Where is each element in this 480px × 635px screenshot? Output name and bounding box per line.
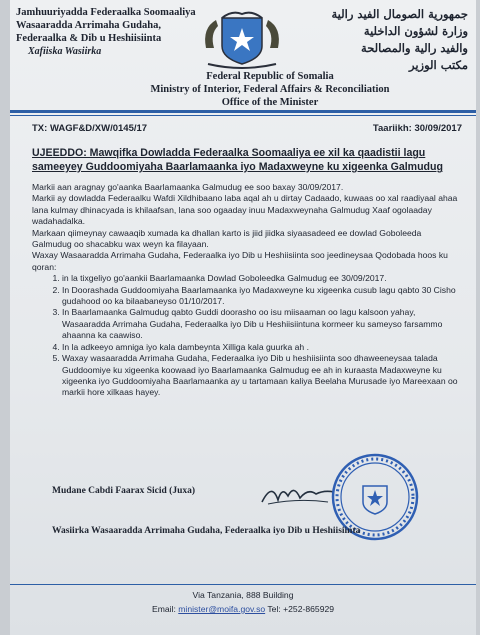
- reference-line: [32, 123, 462, 137]
- list-item: 3. In Baarlamaanka Galmudug qabto Guddi doorasho oo isu miisaaman oo lagu kalsoon yahay, Wasaaradda Arrimaha Gudaha, Federaalka iyo Dib u Heshiisiintuna kormeer ku sameyso farsammo ahaanna ka caawiso.: [62, 307, 462, 341]
- header-office-label: Xafiiska Wasiirka: [28, 46, 102, 57]
- letter-body: [32, 146, 462, 399]
- footer-email-label: Email:: [151, 604, 176, 614]
- header-english: [120, 70, 420, 109]
- body-paragraph: Waxay Wasaaradda Arrimaha Gudaha, Federaalka iyo Dib u Heshiisiinta soo jeedineysaa Qodobada hoos ku qoran:: [32, 250, 448, 272]
- list-item: 4. In la adkeeyo amniga iyo kala dambeynta Xilliga kala guurka ah .: [62, 342, 462, 353]
- footer-address: Via Tanzania, 888 Building: [192, 590, 294, 600]
- header-english-line: Office of the Minister: [221, 97, 319, 108]
- reference-number: TX: WAGF&D/XW/0145/17: [32, 123, 148, 134]
- header-arabic-line: جمهورية الصومال الفيد رالية: [331, 7, 468, 21]
- header-divider: [10, 110, 476, 113]
- points-list: [32, 273, 462, 398]
- body-paragraph: Markii aan aragnay go'aanka Baarlamaanka Galmudug ee soo baxay 30/09/2017.: [32, 182, 344, 192]
- list-item: 2. In Doorashada Guddoomiyaha Baarlamaanka iyo Madaxweyne ku xigeenka cusub lagu qabto 30 Cisho gudahood oo ka bilaabaneyso 01/10/2017.: [62, 285, 462, 308]
- list-item: 5. Waxay wasaaradda Arrimaha Gudaha, Federaalka iyo Dib u heshiisiinta soo dhaweeneysaa talada Guddoomiye ku xigeenka koowaad iyo Baarlamaanka Galmudug ee ah in kuraasta Madaxweyne ku xigeenka iyo Guddoomiyaha Baarlamaanka ay u tartamaan kaliya Beelaha Murusade iyo Mareexaan oo markii hore xilkaas hayey.: [62, 353, 462, 399]
- footer-divider: [10, 584, 476, 585]
- header-somali-line: Federaalka & Dib u Heshiisiinta: [16, 33, 162, 44]
- body-paragraph: Markii ay dowladda Federaalku Wafdi Xildhibaano laba aqal ah u dirtay Cadaado, kuwaas oo xal raadiyaal ahaa lana kulmay dhinacyada is khilaafsan, lana soo ogaaday inuu Madaxweynaha Galmudug Xaaf ogolaaday wadahadalka.: [32, 193, 458, 227]
- coat-of-arms-icon: [196, 8, 288, 72]
- body-paragraph: Markaan qiimeynay cawaaqib xumada ka dhallan karto is jiid jiidka siyaasadeed ee dowlad Goboleeda Galmudug oo shacabku wax weyn ka filayaan.: [32, 227, 422, 250]
- header-english-line: Federal Republic of Somalia: [206, 71, 334, 82]
- footer-email-link[interactable]: minister@moifa.gov.so: [178, 604, 266, 614]
- header-somali-line: Jamhuuriyadda Federaalka Soomaaliya: [16, 7, 196, 18]
- footer-contact: [10, 604, 476, 614]
- signatory-name: Mudane Cabdi Faarax Sicid (Juxa): [52, 486, 196, 496]
- header-arabic-line: والفيد رالية والمصالحة: [361, 41, 468, 55]
- signatory-title: Wasiirka Wasaaradda Arrimaha Gudaha, Federaalka iyo Dib u Heshiisiinta: [52, 526, 361, 536]
- header-arabic-line: وزارة لشؤون الداخلية: [363, 24, 468, 38]
- letter-date: Taariikh: 30/09/2017: [372, 123, 462, 134]
- header-somali-line: Wasaaradda Arrimaha Gudaha,: [16, 20, 161, 31]
- letter-page: [10, 0, 476, 635]
- header-divider-thin: [10, 115, 476, 116]
- header-arabic-line: مكتب الوزير: [408, 58, 468, 72]
- list-item: 1. in la tixgeliyo go'aankii Baarlamaanka Dowlad Goboleedka Galmudug ee 30/09/2017.: [62, 273, 462, 284]
- letter-subject: UJEEDDO: Mawqifka Dowladda Federaalka Soomaaliya ee xil ka qaadistii lagu sameeyey Guddoomiyaha Baarlamaanka iyo Madaxweyne ku xigeenka Galmudug: [32, 147, 443, 173]
- header-somali: [16, 6, 216, 58]
- header-arabic: [298, 6, 468, 74]
- header-english-line: Ministry of Interior, Federal Affairs & Reconciliation: [150, 84, 390, 95]
- footer-phone: Tel: +252-865929: [267, 604, 335, 614]
- handwritten-signature-icon: [258, 478, 338, 508]
